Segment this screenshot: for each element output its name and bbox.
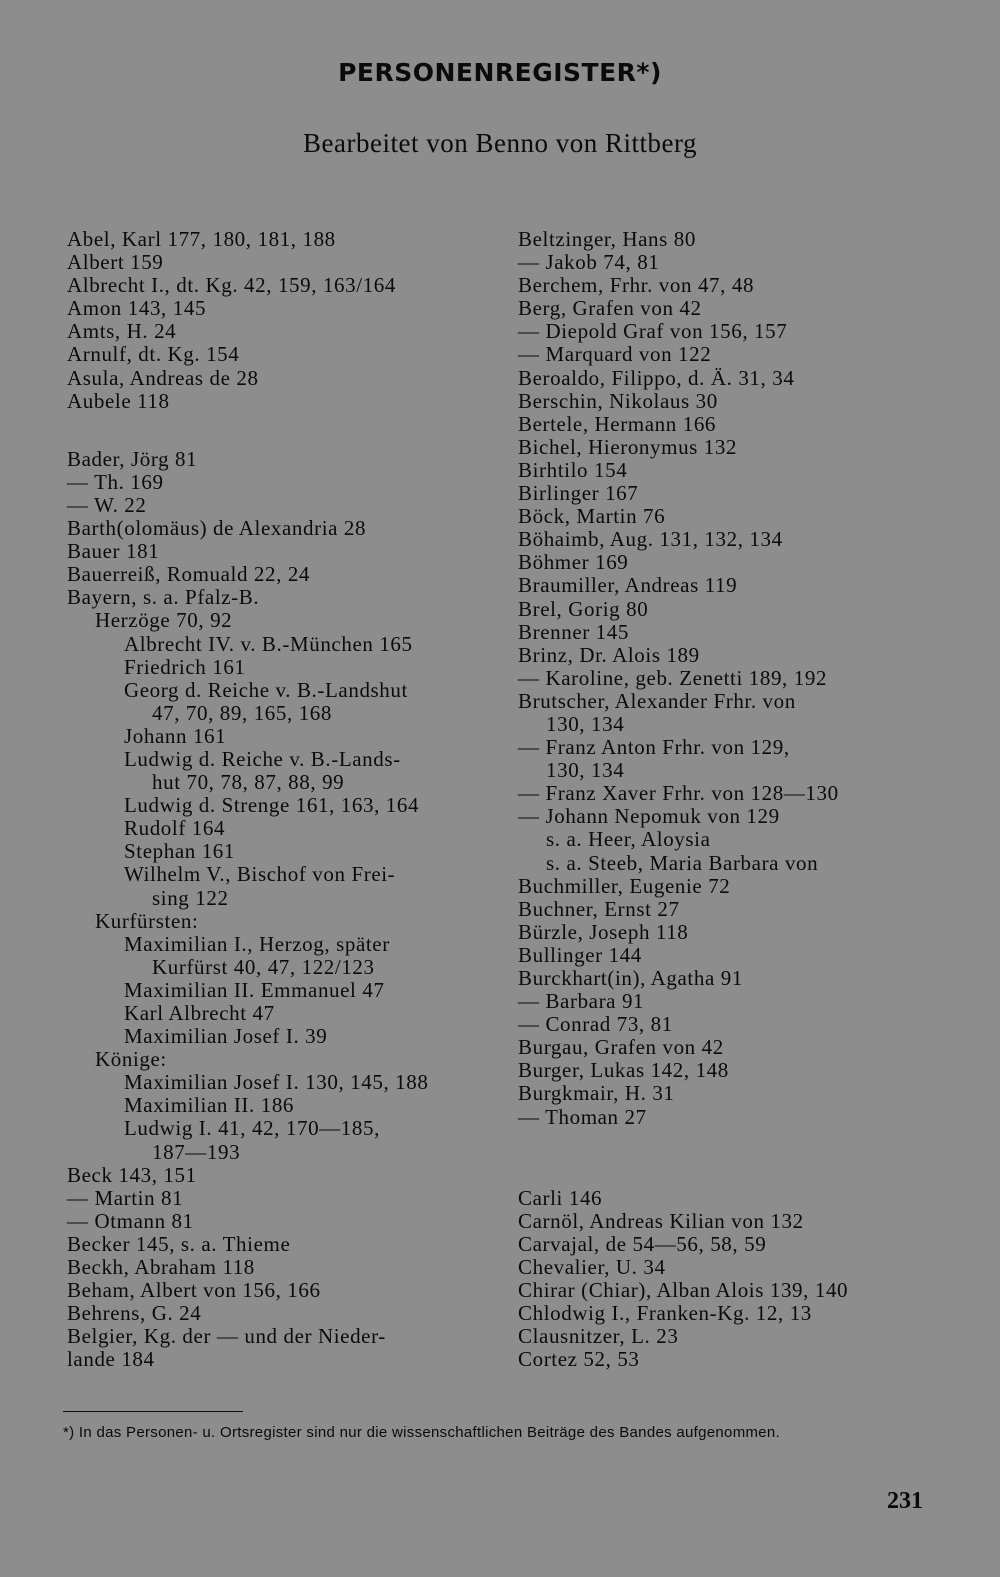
index-entry: Beroaldo, Filippo, d. Ä. 31, 34 (518, 365, 795, 390)
index-entry: Burgau, Grafen von 42 (518, 1035, 724, 1060)
index-entry: — Johann Nepomuk von 129 (518, 804, 780, 829)
index-entry: Beltzinger, Hans 80 (518, 227, 696, 251)
index-entry: Albrecht IV. v. B.-München 165 (124, 631, 413, 656)
index-entry: — Jakob 74, 81 (518, 250, 660, 275)
index-entry: — Th. 169 (67, 469, 164, 494)
index-entry: Bauerreiß, Romuald 22, 24 (67, 562, 311, 587)
index-entry: Amts, H. 24 (67, 319, 177, 344)
index-entry: Beckh, Abraham 118 (67, 1255, 255, 1280)
index-entry: Brutscher, Alexander Frhr. von (518, 688, 796, 713)
index-entry: — Martin 81 (67, 1185, 184, 1210)
index-entry: Bullinger 144 (518, 942, 642, 967)
index-entry: Ludwig d. Reiche v. B.-Lands- (124, 746, 401, 771)
index-entry: Bader, Jörg 81 (67, 446, 198, 471)
index-entry: Burgkmair, H. 31 (518, 1081, 675, 1106)
index-entry: Rudolf 164 (124, 816, 226, 841)
index-entry: Karl Albrecht 47 (124, 1001, 275, 1025)
index-entry: sing 122 (152, 885, 229, 910)
index-entry: Maximilian II. Emmanuel 47 (124, 977, 385, 1002)
index-entry: 47, 70, 89, 165, 168 (152, 700, 332, 725)
index-entry: Ludwig d. Strenge 161, 163, 164 (124, 793, 420, 818)
index-entry: Behrens, G. 24 (67, 1301, 202, 1326)
index-entry: — Franz Xaver Frhr. von 128—130 (518, 781, 839, 806)
index-entry: Kurfürsten: (95, 908, 199, 933)
index-entry: hut 70, 78, 87, 88, 99 (152, 770, 345, 795)
index-entry: Chirar (Chiar), Alban Alois 139, 140 (518, 1278, 849, 1303)
index-entry: Asula, Andreas de 28 (67, 365, 259, 390)
index-entry: s. a. Steeb, Maria Barbara von (546, 850, 819, 875)
index-entry: — Conrad 73, 81 (518, 1012, 673, 1037)
index-entry: Bürzle, Joseph 118 (518, 919, 689, 944)
index-entry: Johann 161 (124, 723, 227, 748)
index-entry: Wilhelm V., Bischof von Frei- (124, 862, 396, 887)
index-entry: Friedrich 161 (124, 654, 246, 679)
index-entry: Clausnitzer, L. 23 (518, 1324, 679, 1349)
index-entry: Maximilian I., Herzog, später (124, 931, 390, 956)
index-entry: Amon 143, 145 (67, 296, 207, 321)
index-entry: s. a. Heer, Aloysia (546, 827, 711, 852)
index-entry: — Barbara 91 (518, 989, 645, 1014)
index-entry: Beham, Albert von 156, 166 (67, 1278, 321, 1303)
index-entry: Carvajal, de 54—56, 58, 59 (518, 1231, 767, 1256)
index-entry: Herzöge 70, 92 (95, 608, 233, 633)
footnote-divider (63, 1411, 243, 1412)
index-column-left (67, 228, 492, 1372)
index-entry: 130, 134 (546, 758, 625, 783)
index-entry: Könige: (95, 1047, 167, 1072)
index-entry: Burger, Lukas 142, 148 (518, 1058, 729, 1083)
index-entry: lande 184 (67, 1347, 155, 1372)
index-entry: Arnulf, dt. Kg. 154 (67, 342, 240, 367)
index-entry: 130, 134 (546, 711, 625, 736)
index-entry: Cortez 52, 53 (518, 1347, 640, 1372)
page-subtitle: Bearbeitet von Benno von Rittberg (303, 128, 697, 158)
page-number: 231 (887, 1488, 923, 1514)
index-entry: Brenner 145 (518, 619, 629, 644)
index-entry: Belgier, Kg. der — und der Nieder- (67, 1324, 386, 1349)
page-title: PERSONENREGISTER*) (338, 58, 662, 87)
index-entry: Georg d. Reiche v. B.-Landshut (124, 677, 408, 702)
index-entry: Stephan 161 (124, 839, 236, 864)
index-entry: Maximilian Josef I. 130, 145, 188 (124, 1070, 429, 1095)
index-entry: Maximilian Josef I. 39 (124, 1024, 328, 1049)
index-entry: Braumiller, Andreas 119 (518, 573, 738, 598)
index-entry: Kurfürst 40, 47, 122/123 (152, 954, 375, 979)
index-entry: Bertele, Hermann 166 (518, 411, 717, 436)
index-column-right (518, 228, 948, 1371)
index-entry: Brel, Gorig 80 (518, 596, 649, 621)
index-entry: Buchner, Ernst 27 (518, 896, 680, 921)
index-entry: Bauer 181 (67, 539, 160, 564)
index-entry: Carli 146 (518, 1185, 603, 1210)
index-entry: Bichel, Hieronymus 132 (518, 434, 738, 459)
index-entry: 187—193 (152, 1139, 241, 1164)
index-entry: Albert 159 (67, 250, 164, 275)
index-entry: Barth(olomäus) de Alexandria 28 (67, 516, 367, 541)
index-entry: — Marquard von 122 (518, 342, 712, 367)
index-entry: Böhaimb, Aug. 131, 132, 134 (518, 527, 783, 552)
index-entry: — Otmann 81 (67, 1208, 194, 1233)
index-entry: Bayern, s. a. Pfalz-B. (67, 585, 260, 610)
index-entry: Buchmiller, Eugenie 72 (518, 873, 731, 898)
index-entry: Brinz, Dr. Alois 189 (518, 642, 700, 667)
index-entry: — Karoline, geb. Zenetti 189, 192 (518, 665, 828, 690)
footnote: *) In das Personen- u. Ortsregister sind nur die wissenschaftlichen Beiträge des Bandes aufgenommen. (63, 1424, 781, 1441)
index-entry: Berg, Grafen von 42 (518, 296, 702, 321)
index-entry: Carnöl, Andreas Kilian von 132 (518, 1208, 804, 1233)
index-entry: Berchem, Frhr. von 47, 48 (518, 273, 755, 298)
index-entry: Aubele 118 (67, 388, 170, 413)
index-entry: — Franz Anton Frhr. von 129, (518, 735, 790, 760)
index-entry: — W. 22 (67, 492, 147, 517)
index-entry: Böhmer 169 (518, 550, 629, 575)
index-entry: — Thoman 27 (518, 1104, 647, 1129)
index-entry: Böck, Martin 76 (518, 504, 666, 529)
index-entry: Beck 143, 151 (67, 1162, 197, 1187)
index-entry: Birhtilo 154 (518, 457, 628, 482)
index-entry: — Diepold Graf von 156, 157 (518, 319, 788, 344)
index-entry: Abel, Karl 177, 180, 181, 188 (67, 227, 336, 251)
index-entry: Ludwig I. 41, 42, 170—185, (124, 1116, 380, 1141)
index-entry: Chlodwig I., Franken-Kg. 12, 13 (518, 1301, 812, 1326)
index-entry: Albrecht I., dt. Kg. 42, 159, 163/164 (67, 273, 396, 298)
index-entry: Becker 145, s. a. Thieme (67, 1231, 291, 1256)
index-entry: Berschin, Nikolaus 30 (518, 388, 718, 413)
index-entry: Maximilian II. 186 (124, 1093, 295, 1118)
index-entry: Burckhart(in), Agatha 91 (518, 966, 743, 990)
index-entry: Chevalier, U. 34 (518, 1254, 666, 1279)
index-entry: Birlinger 167 (518, 481, 639, 506)
